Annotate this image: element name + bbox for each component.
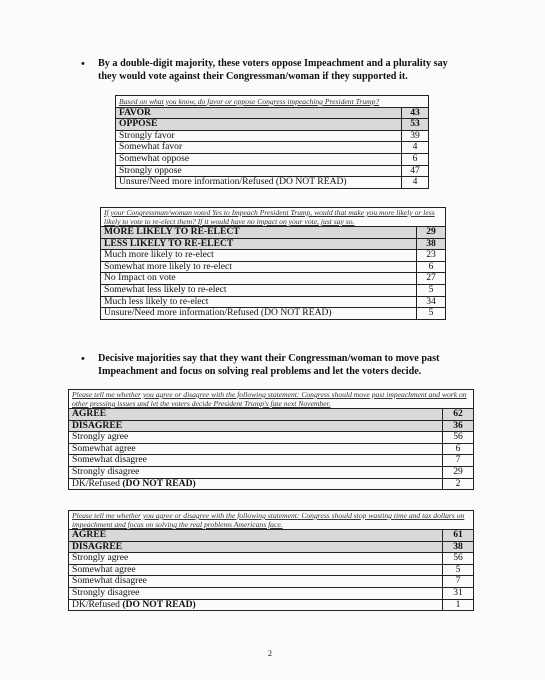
row-label: Strongly agree (69, 553, 443, 565)
row-label: Somewhat disagree (69, 576, 443, 588)
row-label: Much less likely to re-elect (101, 296, 417, 308)
row-label: MORE LIKELY TO RE-ELECT (101, 227, 417, 239)
row-label-bold: (DO NOT READ) (122, 477, 196, 489)
question-text: Please tell me whether you agree or disagree with the following statement: Congress should move past impeachment and work on other pressing issues and let the voters decide President Trump's fate next November. (69, 390, 474, 409)
row-label: Somewhat disagree (69, 455, 443, 467)
row-value: 6 (402, 153, 429, 165)
row-value: 62 (443, 409, 474, 421)
row-label: Somewhat favor (116, 142, 402, 154)
row-value: 4 (402, 142, 429, 154)
row-label-prefix: DK/Refused (72, 477, 123, 489)
row-label (69, 478, 443, 490)
question-text: If your Congressman/woman voted Yes to Impeach President Trump, would that make you more likely or less likely to vote to re-elect them? If it would have no impact on your vote, just say so. (101, 208, 446, 227)
table-reelect-impact (100, 207, 446, 320)
row-label: Strongly favor (116, 130, 402, 142)
bullet-point-2 (81, 353, 458, 378)
bullet-icon: • (81, 58, 85, 70)
row-label: Strongly disagree (69, 466, 443, 478)
row-value: 4 (402, 177, 429, 189)
row-value: 38 (443, 541, 474, 553)
row-value: 6 (443, 443, 474, 455)
row-value: 56 (443, 553, 474, 565)
page-number: 2 (268, 649, 272, 658)
row-value: 27 (417, 273, 446, 285)
table-move-past-impeachment (68, 389, 474, 490)
row-value: 29 (417, 227, 446, 239)
row-label: OPPOSE (116, 119, 402, 131)
row-label: Unsure/Need more information/Refused (DO NOT READ) (101, 308, 417, 320)
row-label: FAVOR (116, 107, 402, 119)
table-stop-wasting-time (68, 510, 474, 611)
row-value: 36 (443, 420, 474, 432)
row-label: Much more likely to re-elect (101, 250, 417, 262)
bullet-text: Decisive majorities say that they want their Congressman/woman to move past Impeachment and focus on solving real problems and let the voters decide. (98, 353, 440, 377)
row-value: 2 (443, 478, 474, 490)
row-value: 61 (443, 530, 474, 542)
row-label: AGREE (69, 530, 443, 542)
row-value: 38 (417, 238, 446, 250)
row-value: 39 (402, 130, 429, 142)
bullet-point-1 (81, 58, 466, 83)
row-value: 43 (402, 107, 429, 119)
row-value: 5 (443, 564, 474, 576)
row-label (69, 599, 443, 611)
question-text: Please tell me whether you agree or disagree with the following statement: Congress should stop wasting time and tax dollars on impeachment and focus on solving the real problems Americans face. (69, 511, 474, 530)
row-label: Strongly disagree (69, 587, 443, 599)
row-value: 53 (402, 119, 429, 131)
row-label: DISAGREE (69, 541, 443, 553)
row-value: 6 (417, 261, 446, 273)
row-label: Strongly agree (69, 432, 443, 444)
row-label: DISAGREE (69, 420, 443, 432)
table-impeach-favor-oppose (115, 95, 429, 189)
row-value: 29 (443, 466, 474, 478)
row-value: 34 (417, 296, 446, 308)
row-value: 5 (417, 284, 446, 296)
row-label: AGREE (69, 409, 443, 421)
row-value: 7 (443, 576, 474, 588)
bullet-text: By a double-digit majority, these voters oppose Impeachment and a plurality say they would vote against their Congressman/woman if they supported it. (98, 58, 448, 82)
row-label: Strongly oppose (116, 165, 402, 177)
row-label: Somewhat less likely to re-elect (101, 284, 417, 296)
row-value: 31 (443, 587, 474, 599)
row-value: 5 (417, 308, 446, 320)
row-label: Somewhat agree (69, 443, 443, 455)
row-label: Somewhat oppose (116, 153, 402, 165)
row-value: 7 (443, 455, 474, 467)
bullet-icon: • (81, 353, 85, 365)
row-value: 1 (443, 599, 474, 611)
row-value: 47 (402, 165, 429, 177)
row-value: 23 (417, 250, 446, 262)
row-label: Unsure/Need more information/Refused (DO NOT READ) (116, 177, 402, 189)
row-label: No Impact on vote (101, 273, 417, 285)
row-label: Somewhat agree (69, 564, 443, 576)
row-value: 56 (443, 432, 474, 444)
row-label: Somewhat more likely to re-elect (101, 261, 417, 273)
row-label-prefix: DK/Refused (72, 598, 123, 610)
row-label-bold: (DO NOT READ) (122, 598, 196, 610)
question-text: Based on what you know, do favor or oppose Congress impeaching President Trump? (116, 96, 429, 108)
row-label: LESS LIKELY TO RE-ELECT (101, 238, 417, 250)
